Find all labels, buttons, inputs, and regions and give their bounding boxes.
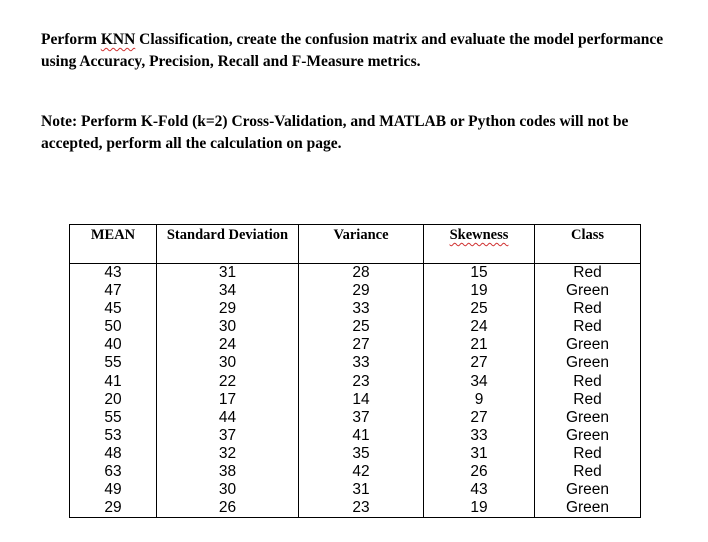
- class-cell: Red: [535, 463, 641, 481]
- standard-deviation-cell: 24: [157, 336, 299, 354]
- table-row: [70, 445, 641, 463]
- table-row: [70, 336, 641, 354]
- task-text-rest: Classification, create the confusion matrix and evaluate the model performance using Accuracy, Precision, Recall and F-Measure metrics.: [41, 31, 664, 70]
- mean-cell: 63: [70, 463, 157, 481]
- standard-deviation-cell: 32: [157, 445, 299, 463]
- class-cell: Green: [535, 409, 641, 427]
- class-cell: Red: [535, 391, 641, 409]
- skewness-cell: 24: [424, 318, 535, 336]
- table-row: [70, 264, 641, 283]
- standard-deviation-cell: 44: [157, 409, 299, 427]
- variance-cell: 27: [299, 336, 424, 354]
- mean-cell: 41: [70, 373, 157, 391]
- table-row: [70, 463, 641, 481]
- note-paragraph: Note: Perform K-Fold (k=2) Cross-Validation, and MATLAB or Python codes will not be accepted, perform all the calculation on page.: [41, 113, 629, 152]
- class-cell: Red: [535, 445, 641, 463]
- table-row: [70, 409, 641, 427]
- skewness-cell: 27: [424, 354, 535, 372]
- standard-deviation-cell: 30: [157, 318, 299, 336]
- mean-cell: 47: [70, 282, 157, 300]
- table-row: [70, 481, 641, 499]
- variance-cell: 25: [299, 318, 424, 336]
- class-cell: Green: [535, 499, 641, 518]
- variance-cell: 23: [299, 373, 424, 391]
- skewness-cell: 31: [424, 445, 535, 463]
- mean-cell: 45: [70, 300, 157, 318]
- skewness-cell: 34: [424, 373, 535, 391]
- class-cell: Green: [535, 427, 641, 445]
- mean-cell: 29: [70, 499, 157, 518]
- skewness-cell: 19: [424, 282, 535, 300]
- standard-deviation-cell: 29: [157, 300, 299, 318]
- skewness-cell: 21: [424, 336, 535, 354]
- table-body: [70, 264, 641, 518]
- header-class: Class: [535, 225, 641, 264]
- mean-cell: 40: [70, 336, 157, 354]
- standard-deviation-cell: 31: [157, 264, 299, 283]
- variance-cell: 14: [299, 391, 424, 409]
- task-paragraph: [41, 29, 681, 73]
- class-cell: Red: [535, 300, 641, 318]
- dataset-table: [69, 224, 641, 518]
- standard-deviation-cell: 26: [157, 499, 299, 518]
- skewness-cell: 27: [424, 409, 535, 427]
- class-cell: Green: [535, 336, 641, 354]
- table-row: [70, 427, 641, 445]
- mean-cell: 48: [70, 445, 157, 463]
- standard-deviation-cell: 30: [157, 354, 299, 372]
- class-cell: Red: [535, 318, 641, 336]
- class-cell: Green: [535, 354, 641, 372]
- standard-deviation-cell: 34: [157, 282, 299, 300]
- variance-cell: 33: [299, 300, 424, 318]
- class-cell: Green: [535, 481, 641, 499]
- header-variance: Variance: [299, 225, 424, 264]
- standard-deviation-cell: 37: [157, 427, 299, 445]
- variance-cell: 28: [299, 264, 424, 283]
- class-cell: Red: [535, 373, 641, 391]
- table-row: [70, 300, 641, 318]
- knn-word: KNN: [100, 31, 136, 48]
- header-mean: MEAN: [70, 225, 157, 264]
- mean-cell: 50: [70, 318, 157, 336]
- variance-cell: 37: [299, 409, 424, 427]
- skewness-cell: 25: [424, 300, 535, 318]
- table-row: [70, 354, 641, 372]
- mean-cell: 49: [70, 481, 157, 499]
- table-row: [70, 373, 641, 391]
- variance-cell: 33: [299, 354, 424, 372]
- mean-cell: 43: [70, 264, 157, 283]
- standard-deviation-cell: 30: [157, 481, 299, 499]
- skewness-word: Skewness: [449, 227, 509, 243]
- table-row: [70, 282, 641, 300]
- mean-cell: 53: [70, 427, 157, 445]
- variance-cell: 42: [299, 463, 424, 481]
- header-skewness: [424, 225, 535, 264]
- skewness-cell: 33: [424, 427, 535, 445]
- standard-deviation-cell: 22: [157, 373, 299, 391]
- skewness-cell: 43: [424, 481, 535, 499]
- class-cell: Green: [535, 282, 641, 300]
- variance-cell: 31: [299, 481, 424, 499]
- standard-deviation-cell: 38: [157, 463, 299, 481]
- skewness-cell: 26: [424, 463, 535, 481]
- variance-cell: 29: [299, 282, 424, 300]
- class-cell: Red: [535, 264, 641, 283]
- mean-cell: 55: [70, 354, 157, 372]
- header-standard-deviation: Standard Deviation: [157, 225, 299, 264]
- table-row: [70, 318, 641, 336]
- standard-deviation-cell: 17: [157, 391, 299, 409]
- table-row: [70, 499, 641, 518]
- mean-cell: 55: [70, 409, 157, 427]
- table-row: [70, 391, 641, 409]
- header-row: [70, 225, 641, 264]
- skewness-cell: 19: [424, 499, 535, 518]
- variance-cell: 41: [299, 427, 424, 445]
- variance-cell: 23: [299, 499, 424, 518]
- skewness-cell: 9: [424, 391, 535, 409]
- variance-cell: 35: [299, 445, 424, 463]
- skewness-cell: 15: [424, 264, 535, 283]
- task-text-start: Perform: [41, 31, 101, 48]
- mean-cell: 20: [70, 391, 157, 409]
